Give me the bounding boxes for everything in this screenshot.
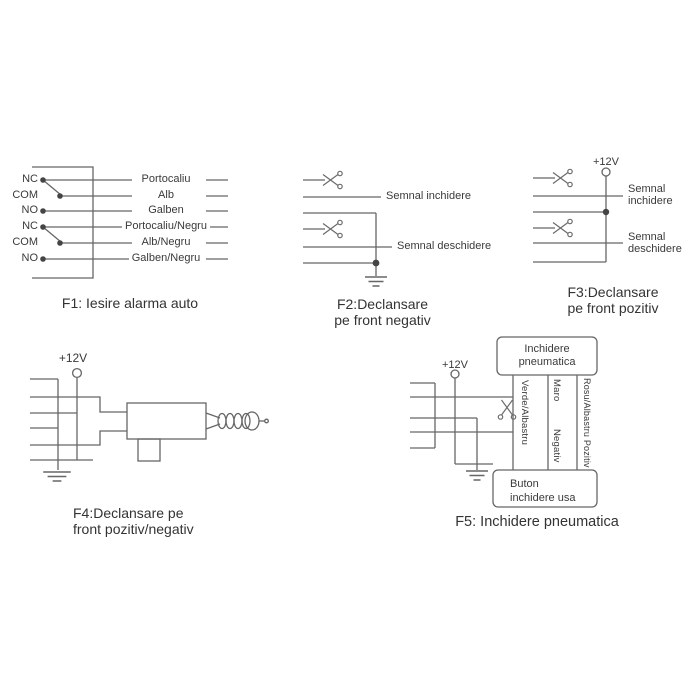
terminal-label-com-1: COM (12, 189, 38, 201)
f4-actuator-diagram (30, 369, 268, 481)
wire-color-label: Portocaliu (96, 173, 236, 185)
ground-icon (365, 277, 387, 286)
f3-close-signal-line1: Semnal (628, 183, 666, 195)
f1-caption: F1: Iesire alarma auto (61, 295, 199, 311)
wire-color-label: Alb/Negru (96, 236, 236, 248)
wire-color-label: Alb (96, 189, 236, 201)
wire-color-label: Galben (96, 204, 236, 216)
f2-caption-line1: F2:Declansare (336, 296, 429, 312)
f2-open-signal-label: Semnal deschidere (397, 240, 492, 252)
terminal-label-nc-2: NC (22, 220, 38, 232)
f4-supply-label: +12V (58, 351, 88, 365)
f3-caption-line1: F3:Declansare (567, 284, 659, 300)
f5-wire-label-rosu-albastru-pozitiv: Rosu/Albastru Pozitiv (582, 378, 592, 468)
f2-negative-trigger-diagram (303, 171, 392, 286)
terminal-label-no-1: NO (21, 204, 38, 216)
f3-positive-trigger-diagram (533, 168, 623, 262)
terminal-label-com-2: COM (12, 236, 38, 248)
junction-dot (373, 260, 380, 267)
ground-icon (466, 471, 488, 480)
f5-wire-label-negativ: Negativ (551, 429, 562, 463)
wire-color-label: Portocaliu/Negru (96, 220, 236, 232)
f3-open-signal-line1: Semnal (628, 231, 666, 243)
f3-close-signal-line2: inchidere (628, 195, 673, 207)
scissors-icon (553, 219, 572, 236)
f4-caption-line2: front pozitiv/negativ (73, 521, 194, 537)
f4-caption-line1: F4:Declansare pe (73, 505, 184, 521)
f5-wire-label-maro: Maro (551, 379, 562, 402)
f2-caption-line2: pe front negativ (334, 312, 431, 328)
terminal-label-nc-1: NC (22, 173, 38, 185)
terminal-label-no-2: NO (21, 252, 38, 264)
scissors-icon (323, 220, 342, 237)
power-terminal-icon (602, 168, 610, 176)
f5-supply-label: +12V (442, 359, 468, 371)
contact-dots (40, 177, 63, 262)
ground-icon (43, 472, 71, 481)
scissors-icon (323, 171, 342, 188)
f5-button-box-label: Buton inchidere usa (510, 478, 576, 504)
f3-open-signal-line2: deschidere (628, 243, 682, 255)
f3-supply-label: +12V (593, 156, 619, 168)
f3-caption-line2: pe front pozitiv (567, 300, 659, 316)
wire-color-label: Galben/Negru (96, 252, 236, 264)
f5-actuator-box-label: Inchidere pneumatica (518, 343, 576, 368)
power-terminal-icon (451, 370, 459, 378)
f5-wire-label-verde-albastru: Verde/Albastru (519, 380, 530, 446)
power-terminal-icon (73, 369, 82, 378)
scissors-icon (553, 169, 572, 186)
actuator-body (127, 403, 268, 461)
f5-caption: F5: Inchidere pneumatica (455, 514, 619, 530)
f2-close-signal-label: Semnal inchidere (386, 190, 471, 202)
junction-dot (603, 209, 609, 215)
